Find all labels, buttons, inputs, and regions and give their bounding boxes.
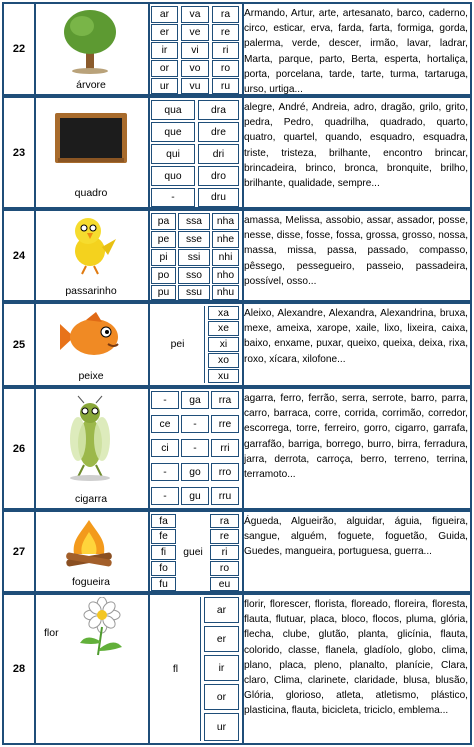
syllable-grid [148,512,244,591]
syllable-cell: fu [151,577,176,591]
table-row [2,593,472,745]
table-row [2,510,472,593]
illustration-caption: quadro [74,187,108,199]
syllable-cell: xe [208,321,239,336]
syllable-cell: nhi [212,249,239,266]
illustration-caption: passarinho [65,285,117,297]
syllable-cell: qua [151,100,195,120]
syllable-grid [148,389,244,508]
illustration-cell [34,4,150,94]
syllable-cell: vi [181,42,209,59]
syllable-cell: - [151,463,179,481]
row-number: 24 [4,211,36,300]
blackboard-icon [54,112,128,164]
syllable-cell: ur [151,78,178,94]
illustration-cell [34,389,150,508]
syllable-cell: pu [151,285,176,300]
syllable-cell: ri [210,545,239,560]
syllable-cell: - [181,415,209,433]
syllable-cell: fi [151,545,176,560]
syllable-cell: xo [208,353,239,368]
syllable-cell: re [212,24,239,41]
syllable-cell: fo [151,561,176,576]
syllable-cell: ssi [178,249,210,266]
syllable-cell: ar [151,6,178,23]
syllable-cell: gu [181,487,209,505]
row-number: 23 [4,98,36,207]
syllable-cell: xu [208,369,239,383]
word-list: amassa, Melissa, assobio, assar, assador, posse, nesse, disse, fosse, fossa, grossa, grosso, nossa, massa, missa, passa, passado, compasso, pêssego, pessegueiro, passeio, passadeira, possível, osso... [244,215,468,287]
syllable-cell: pe [151,231,176,248]
word-list: florir, florescer, florista, floreado, floreira, floresta, flauta, flutuar, placa, bloco, flocos, pluma, glória, flecha, clube, glutão, planta, glicínia, flauta, colorido, classe, flanela, gladíolo, globo, clima, plano, placa, pleno, planalto, planície, Clara, claro, Clima, clarinete, claridade, blusa, blusão, Glória, glorioso, atleta, atletismo, plástico, plasticina, flauta, bicicleta, triciclo, emblema... [244,599,468,717]
syllable-cell: que [151,122,195,142]
cicada-icon [62,395,118,481]
syllable-cell: - [151,487,179,505]
syllable-cell: ssa [178,213,210,230]
syllable-cell: ri [212,42,239,59]
syllable-cell: fe [151,529,176,544]
table-row [2,96,472,209]
bonfire-icon [60,518,118,572]
syllable-cell: ga [181,391,209,409]
syllable-grid [148,595,244,743]
syllable-cell: va [181,6,209,23]
syllable-cell: ro [212,60,239,77]
center-syllable: guei [183,547,203,558]
syllable-cell: ra [210,514,239,528]
syllable-cell: ir [151,42,178,59]
syllable-cell: dri [198,144,239,164]
syllable-cell: xi [208,337,239,352]
syllable-cell: nhu [212,285,239,300]
syllable-cell: rra [211,391,239,409]
row-number: 22 [4,4,36,94]
syllable-cell: pa [151,213,176,230]
illustration-caption: fogueira [72,576,110,588]
illustration-caption: cigarra [74,493,108,505]
table-row [2,2,472,96]
illustration-caption: árvore [76,79,106,91]
syllable-cell: sse [178,231,210,248]
syllable-cell: er [204,626,239,652]
syllable-cell: ci [151,439,179,457]
syllable-cell: ar [204,597,239,623]
word-list: agarra, ferro, ferrão, serra, serrote, barro, parra, carro, barraca, corre, corrida, corrimão, corredor, escorrega, torre, ferreiro, gorro, cigarro, garrafa, garrafão, barriga, borrego, burro, birra, ferradura, jarra, derrota, carroça, berro, terreno, terrina, terramoto... [244,393,468,481]
syllable-cell: sso [178,267,210,284]
syllable-cell: ce [151,415,179,433]
syllable-cell: - [151,188,195,207]
row-number: 28 [4,595,36,743]
syllable-cell: dro [198,166,239,186]
syllable-cell: ru [212,78,239,94]
syllable-cell: er [151,24,178,41]
illustration-cell [34,211,150,300]
syllable-cell: or [151,60,178,77]
illustration-cell [34,98,150,207]
illustration-cell [34,512,150,591]
syllable-cell: ur [204,713,239,741]
syllable-cell: pi [151,249,176,266]
syllable-cell: po [151,267,176,284]
table-row [2,302,472,387]
syllable-grid [148,304,244,385]
center-syllable: pei [151,306,205,383]
syllable-cell: rro [211,463,239,481]
illustration-cell [34,304,150,385]
syllable-cell: vu [181,78,209,94]
syllable-cell: rri [211,439,239,457]
syllable-cell: nha [212,213,239,230]
syllable-cell: nhe [212,231,239,248]
syllable-cell: qui [151,144,195,164]
table-row [2,209,472,302]
syllable-cell: quo [151,166,195,186]
syllable-cell: go [181,463,209,481]
illustration-cell [34,595,150,743]
syllable-cell: dru [198,188,239,207]
word-list: Aleixo, Alexandre, Alexandra, Alexandrina, bruxa, mexe, ameixa, xarope, xaile, lixo, lixeira, caixa, baixo, enxame, puxar, queixo, queixa, deixa, rixa, roxo, xícara, xilofone... [244,308,468,365]
illustration-caption: peixe [78,370,104,382]
word-list: alegre, André, Andreia, adro, dragão, grilo, grito, pedra, Pedro, quadrilha, quadrado, quarto, quatro, quartel, quando, esquadro, esquadra, triste, tristeza, brilhante, encontro brincar, brincadeira, brinco, bronca, bronquite, brilho, brilhante, qualidade, sempre... [244,102,468,190]
word-list: Águeda, Algueirão, alguidar, águia, figueira, sangue, alguém, foguete, foguetão, Guida, Guedes, mangueira, portuguesa, guerra... [244,516,468,558]
syllable-cell: eu [210,577,239,591]
illustration-caption: flor [44,627,59,639]
center-syllable: fl [151,597,201,741]
syllable-grid [148,211,244,300]
syllable-grid [148,4,244,94]
syllable-cell: ve [181,24,209,41]
word-list: Armando, Artur, arte, artesanato, barco, caderno, circo, esticar, erva, farda, farta, formiga, gorda, palerma, verde, descer, irmão, lavar, ladrar, Marta, parque, parto, Berta, esperta, hortaliça, porta, porcelana, tarde, tarte, turma, tartaruga, urso, urtiga... [244,8,468,94]
syllable-cell: re [210,529,239,544]
syllable-cell: - [181,439,209,457]
syllable-cell: ir [204,655,239,681]
syllable-cell: rru [211,487,239,505]
syllable-grid [148,98,244,207]
syllable-cell: or [204,684,239,710]
row-number: 27 [4,512,36,591]
syllable-cell: xa [208,306,239,320]
table-row [2,387,472,510]
syllable-cell: ra [212,6,239,23]
fish-icon [56,310,124,364]
row-number: 25 [4,304,36,385]
syllable-cell: nho [212,267,239,284]
syllable-cell: fa [151,514,176,528]
flower-icon [70,597,134,657]
syllable-cell: rre [211,415,239,433]
row-number: 26 [4,389,36,508]
syllable-cell: dre [198,122,239,142]
syllable-cell: ro [210,561,239,576]
syllable-cell: - [151,391,179,409]
bird-icon [62,213,118,275]
syllable-cell: dra [198,100,239,120]
tree-icon [60,8,120,74]
syllable-cell: ssu [178,285,210,300]
syllable-cell: vo [181,60,209,77]
